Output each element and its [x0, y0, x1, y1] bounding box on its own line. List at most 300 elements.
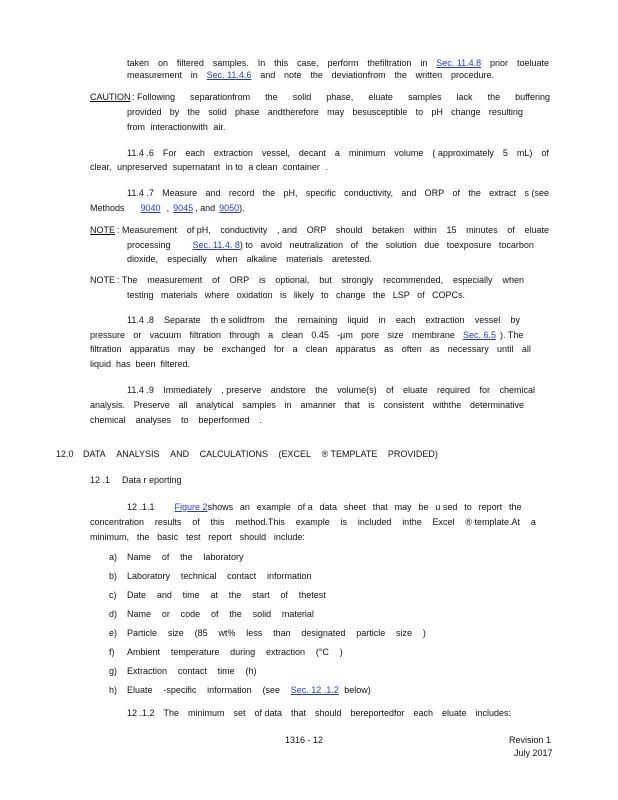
close-text: ). — [239, 203, 245, 213]
sec-11-4-8-link[interactable]: Sec. 11.4. 8 — [192, 240, 240, 250]
word: and — [156, 590, 172, 600]
word: sheet — [343, 502, 366, 512]
word: change — [451, 107, 481, 117]
word: written — [415, 70, 443, 80]
list-item-marker: f) — [109, 647, 115, 657]
subsection-title: Data r eporting — [122, 475, 182, 485]
word: volume — [394, 148, 424, 158]
step-text: ). The — [500, 330, 524, 340]
word: report — [478, 502, 503, 512]
word: 11.4 .8 — [127, 315, 154, 325]
word: that — [344, 400, 360, 410]
step-11-4-8-line — [127, 315, 520, 326]
word: note — [284, 70, 302, 80]
word: pore — [361, 330, 380, 340]
word: case, — [297, 58, 319, 68]
word: in — [190, 70, 198, 80]
list-item-marker: d) — [109, 609, 118, 619]
revision-date: July 2017 — [514, 748, 553, 758]
word: eluate — [403, 385, 428, 395]
word: u sed — [435, 502, 458, 512]
list-item — [109, 666, 267, 677]
word: when — [502, 275, 524, 285]
word: phase — [235, 107, 260, 117]
step-text — [90, 330, 455, 341]
word: and — [205, 188, 221, 198]
word: the — [229, 609, 242, 619]
word: of — [192, 517, 200, 527]
word: apparatus — [129, 344, 170, 354]
word: is — [340, 517, 348, 527]
list-item-marker: g) — [109, 666, 118, 676]
word: Excel — [432, 517, 455, 527]
word: deviationfrom — [331, 70, 386, 80]
word: . — [325, 162, 328, 172]
word: as — [430, 344, 440, 354]
word: unpreserved — [117, 162, 168, 172]
word: until — [497, 344, 514, 354]
sec-11-4-6-link[interactable]: Sec. 11.4.6 — [206, 70, 252, 80]
note-line — [127, 240, 539, 251]
word: and — [401, 188, 417, 198]
word: decant — [298, 148, 326, 158]
word: laboratory — [203, 552, 244, 562]
word: in — [420, 58, 428, 68]
word: all — [521, 344, 531, 354]
step-11-4-6-line — [127, 148, 549, 159]
word: DATA — [83, 449, 106, 459]
word: clear, — [90, 162, 112, 172]
word: size — [167, 628, 184, 638]
word: testing — [127, 290, 154, 300]
word: the — [187, 107, 201, 117]
word: a — [334, 148, 340, 158]
word: : Measurement — [117, 225, 178, 235]
list-item — [109, 685, 382, 696]
word: strongly — [341, 275, 374, 285]
word: filtration — [90, 344, 122, 354]
text-line — [127, 58, 549, 69]
word: , preserve — [221, 385, 262, 395]
word: conductivity — [220, 225, 268, 235]
word: phase, — [326, 92, 354, 102]
word: procedure. — [450, 70, 494, 80]
word: is — [258, 275, 266, 285]
word: dioxide, — [127, 254, 159, 264]
word: the — [487, 92, 501, 102]
word: -µm — [337, 330, 353, 340]
word: should — [335, 225, 363, 235]
word: concentration — [90, 517, 145, 527]
word: conductivity, — [344, 188, 394, 198]
step-11-4-7-line — [127, 188, 549, 199]
word: solid — [252, 609, 272, 619]
word: the — [508, 502, 522, 512]
word: necessary — [447, 344, 489, 354]
word: technical — [180, 571, 217, 581]
word: contact — [227, 571, 257, 581]
word: this — [274, 58, 289, 68]
word: the — [180, 552, 193, 562]
method-9050-link[interactable]: 9050 — [219, 203, 240, 213]
word: within — [413, 225, 437, 235]
methods-label: Methods — [90, 203, 125, 213]
word: report — [208, 532, 232, 542]
word: method.This — [235, 517, 285, 527]
word: included — [357, 517, 392, 527]
word: optional, — [275, 275, 310, 285]
word: wt% — [218, 628, 236, 638]
word: toeluate — [516, 58, 549, 68]
note-line — [117, 275, 524, 286]
word: solid — [292, 92, 312, 102]
word: Particle — [127, 628, 158, 638]
word: amanner — [300, 400, 336, 410]
word: of — [541, 148, 549, 158]
word: determinative — [469, 400, 524, 410]
list-item-marker: h) — [109, 685, 118, 695]
word: (h) — [245, 666, 257, 676]
word: to — [180, 415, 189, 425]
word: of — [452, 188, 461, 198]
word: CALCULATIONS — [199, 449, 268, 459]
word: ORP — [424, 188, 445, 198]
word: is — [368, 400, 375, 410]
word: materials — [160, 290, 198, 300]
word: of — [212, 275, 220, 285]
word: filtered — [176, 58, 204, 68]
word: consistent — [383, 400, 425, 410]
step-11-4-9-line — [90, 415, 262, 426]
word: code — [180, 609, 201, 619]
word: below) — [344, 685, 371, 695]
word: that — [290, 708, 306, 718]
word: material — [281, 609, 314, 619]
figure-2-link[interactable]: Figure 2 — [174, 502, 208, 512]
word: and — [260, 70, 276, 80]
word: toexposure — [446, 240, 492, 250]
word: prior — [490, 58, 509, 68]
word: contact — [177, 666, 207, 676]
word: extraction — [425, 315, 465, 325]
word: to — [464, 502, 472, 512]
word: : Following — [132, 92, 176, 102]
word: especially — [453, 275, 493, 285]
word: eluate — [441, 708, 467, 718]
word: recommended, — [383, 275, 444, 285]
word: or — [161, 609, 170, 619]
word: start — [252, 590, 270, 600]
word: test — [185, 532, 201, 542]
word: eluate — [524, 225, 549, 235]
caution-line — [127, 107, 523, 118]
word: lack — [456, 92, 473, 102]
list-item — [109, 571, 322, 582]
word: Immediately — [163, 385, 212, 395]
note-line — [117, 225, 549, 236]
word: temperature — [170, 647, 220, 657]
word: samples — [407, 92, 442, 102]
page-number: 1316 - 12 — [285, 735, 324, 745]
word: ® TEMPLATE — [321, 449, 378, 459]
word: Extraction — [127, 666, 168, 676]
word: should — [314, 708, 342, 718]
list-item — [109, 552, 254, 563]
note-line — [127, 290, 465, 301]
word: analytical — [196, 400, 234, 410]
word: 11.4 .9 — [127, 385, 154, 395]
word: (see — [262, 685, 280, 695]
word: pH — [431, 107, 443, 117]
word: each — [395, 315, 416, 325]
word: 11.4 .6 — [127, 148, 154, 158]
word: the — [265, 92, 278, 102]
word: when — [215, 254, 238, 264]
word: a — [292, 344, 298, 354]
step-12-1-1-line — [127, 502, 527, 513]
word: of — [280, 590, 288, 600]
word: minimum, — [90, 532, 130, 542]
word: liquid — [90, 359, 112, 369]
word: but — [319, 275, 332, 285]
word: minimum — [187, 708, 225, 718]
word: clean — [305, 344, 328, 354]
word: the — [372, 290, 386, 300]
word: record — [228, 188, 255, 198]
section-heading — [83, 449, 438, 460]
word: information — [266, 571, 312, 581]
word: thetest — [298, 590, 326, 600]
word: eluate — [368, 92, 393, 102]
note-label: NOTE — [90, 275, 116, 285]
word: materials — [286, 254, 323, 264]
word: : The — [117, 275, 138, 285]
word: change — [336, 290, 366, 300]
word: clean — [281, 330, 303, 340]
word: apparatus — [335, 344, 376, 354]
word: ( approximately — [432, 148, 494, 158]
word: designated — [301, 628, 346, 638]
word: the — [315, 385, 328, 395]
word: air. — [213, 122, 226, 132]
caution-line — [132, 92, 550, 103]
sec-11-4-8-link[interactable]: Sec. 11.4.8 — [436, 58, 482, 68]
word: neutralization — [289, 240, 344, 250]
step-11-4-8-line — [90, 330, 529, 341]
word: (85 — [194, 628, 208, 638]
step-12-1-2-line — [127, 708, 511, 719]
word: the — [274, 315, 288, 325]
list-item — [109, 609, 325, 620]
word: , and — [277, 225, 298, 235]
step-number: 12 .1.1 — [127, 502, 155, 512]
word: 5 — [502, 148, 508, 158]
word: particle — [356, 628, 386, 638]
word: the — [468, 188, 481, 198]
word: from — [127, 122, 145, 132]
word: besusceptible — [352, 107, 408, 117]
word: ORP — [306, 225, 327, 235]
note-text — [240, 240, 534, 251]
word: has — [115, 359, 131, 369]
word: where — [204, 290, 230, 300]
word: volume(s) — [337, 385, 377, 395]
word: extraction — [213, 148, 253, 158]
word: s (see — [524, 188, 549, 198]
revision-label: Revision 1 — [509, 735, 552, 745]
word: through — [229, 330, 260, 340]
word: For — [162, 148, 177, 158]
word: COPCs. — [431, 290, 465, 300]
word: especially — [167, 254, 207, 264]
step-11-4-9-line — [90, 400, 524, 411]
word: measurement — [127, 70, 183, 80]
word: withthe — [432, 400, 462, 410]
caution-label: CAUTION — [90, 92, 131, 102]
word: results — [154, 517, 182, 527]
word: the — [394, 70, 407, 80]
list-item-marker: a) — [109, 552, 118, 562]
word: be — [203, 344, 214, 354]
word: alkaline — [246, 254, 278, 264]
word: of — [210, 609, 219, 619]
list-item — [109, 628, 437, 639]
caution-line — [127, 122, 231, 133]
word: at — [210, 590, 218, 600]
word: the — [310, 70, 323, 80]
list-item-marker: e) — [109, 628, 118, 638]
word: each — [413, 708, 433, 718]
word: interactionwith — [150, 122, 208, 132]
word: a — [268, 330, 274, 340]
word: analyses — [135, 415, 172, 425]
word: data — [319, 502, 338, 512]
word: mL) — [516, 148, 533, 158]
step-12-1-1-line — [90, 517, 536, 528]
word: betaken — [372, 225, 405, 235]
word: for — [479, 385, 490, 395]
list-item — [109, 647, 354, 658]
word: samples. — [212, 58, 249, 68]
word: beperformed — [198, 415, 250, 425]
word: include: — [273, 532, 305, 542]
word: to — [415, 107, 424, 117]
word: 15 — [446, 225, 457, 235]
word: thefiltration — [367, 58, 412, 68]
word: buffering — [515, 92, 550, 102]
word: of — [417, 290, 425, 300]
step-11-4-9-line — [127, 385, 535, 396]
word: remaining — [297, 315, 338, 325]
word: minutes — [466, 225, 498, 235]
word: the — [262, 188, 276, 198]
word: 12 .1.2 — [127, 708, 155, 718]
word: likely — [293, 290, 314, 300]
word: membrane — [411, 330, 455, 340]
step-text — [208, 502, 522, 513]
sec-12-1-2-link[interactable]: Sec. 12 .1.2 — [290, 685, 339, 695]
word: in to — [225, 162, 243, 172]
word: than — [273, 628, 291, 638]
word: ORP — [229, 275, 250, 285]
word: all — [178, 400, 188, 410]
word: extract — [489, 188, 517, 198]
word: Laboratory — [127, 571, 171, 581]
word: (EXCEL — [278, 449, 312, 459]
note-text: processing — [127, 240, 171, 250]
method-9045-link[interactable]: 9045 — [173, 203, 194, 213]
word: supernatant — [172, 162, 221, 172]
word: each — [185, 148, 205, 158]
and-text: , and — [195, 203, 216, 213]
word: example — [256, 502, 291, 512]
word: time — [182, 590, 200, 600]
word: vessel, — [261, 148, 290, 158]
comma: , — [166, 203, 170, 213]
word: Name — [127, 609, 152, 619]
word: example — [295, 517, 330, 527]
word: the — [365, 240, 379, 250]
word: may — [327, 107, 345, 117]
word: liquid — [347, 315, 369, 325]
word: minimum — [348, 148, 386, 158]
note-label: NOTE — [90, 225, 116, 235]
word: PROVIDED) — [387, 449, 438, 459]
word: size — [396, 628, 413, 638]
word: inthe — [402, 517, 422, 527]
word: bereportedfor — [350, 708, 405, 718]
word: of a — [297, 502, 313, 512]
word: andstore — [270, 385, 306, 395]
step-11-4-8-line — [90, 359, 190, 370]
word: Ambient — [127, 647, 161, 657]
word: filtered. — [160, 359, 190, 369]
list-item-marker: b) — [109, 571, 118, 581]
word: aretested. — [331, 254, 372, 264]
word: AND — [170, 449, 190, 459]
step-11-4-6-line — [90, 162, 328, 173]
list-item-marker: c) — [109, 590, 117, 600]
word: perform — [327, 58, 359, 68]
subsection-number: 12 .1 — [90, 475, 111, 485]
word: information — [207, 685, 252, 695]
word: of — [507, 225, 515, 235]
word: LSP — [392, 290, 410, 300]
sec-6-5-link[interactable]: Sec. 6.5 — [463, 330, 497, 340]
word: by — [510, 315, 520, 325]
word: samples — [242, 400, 276, 410]
word: andtherefore — [267, 107, 319, 117]
word: as — [383, 344, 394, 354]
word: set — [233, 708, 246, 718]
word: in — [284, 400, 292, 410]
word: required — [437, 385, 471, 395]
word: oxidation — [236, 290, 273, 300]
word: is — [279, 290, 287, 300]
word: Date — [127, 590, 147, 600]
word: provided — [127, 107, 162, 117]
word: -specific — [163, 685, 197, 695]
word: ) to — [239, 240, 253, 250]
word: chemical — [499, 385, 535, 395]
word: that — [372, 502, 388, 512]
step-12-1-1-line — [90, 532, 305, 543]
word: Eluate — [127, 685, 153, 695]
word: an — [239, 502, 250, 512]
word: Measure — [162, 188, 198, 198]
word: analysis. — [90, 400, 126, 410]
method-9040-link[interactable]: 9040 — [140, 203, 161, 213]
